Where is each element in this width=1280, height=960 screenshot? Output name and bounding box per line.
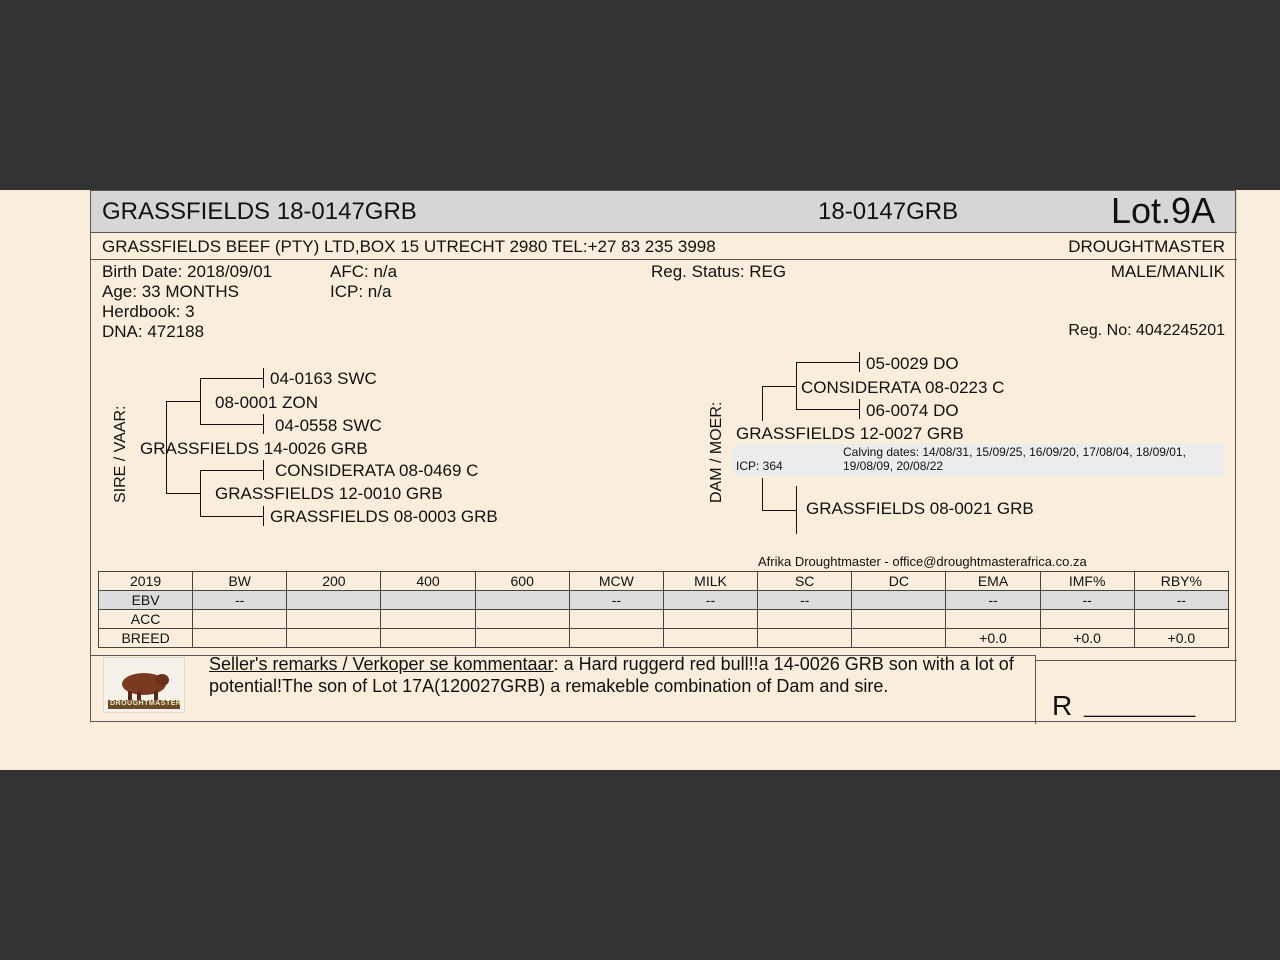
- birth-date: Birth Date: 2018/09/01: [102, 262, 273, 281]
- table-cell: [852, 591, 946, 610]
- table-cell: [946, 610, 1040, 629]
- table-cell: [758, 610, 852, 629]
- table-cell: 600: [475, 572, 569, 591]
- calving-dates-line2: 19/08/09, 20/08/22: [843, 459, 944, 473]
- table-cell: [569, 629, 663, 648]
- dna: DNA: 472188: [102, 322, 205, 341]
- dam-sire: CONSIDERATA 08-0223 C: [801, 378, 1005, 397]
- price-currency: R: [1052, 690, 1073, 721]
- sire-bracket-bottom: [166, 493, 201, 494]
- table-cell: DC: [852, 572, 946, 591]
- dam-bracket-bottom: [762, 510, 797, 511]
- table-cell: [475, 591, 569, 610]
- herdbook: Herdbook: 3: [102, 302, 195, 321]
- reg-status: Reg. Status: REG: [651, 262, 787, 281]
- afc: AFC: n/a: [330, 262, 398, 281]
- dam-sire-bracket: [796, 362, 797, 410]
- table-cell: RBY%: [1134, 572, 1228, 591]
- logo-text: DROUGHTMASTER: [110, 700, 182, 707]
- age: Age: 33 MONTHS: [102, 282, 239, 301]
- dam-bracket-upper: [762, 386, 763, 421]
- table-row: [99, 591, 1229, 610]
- table-cell: [381, 591, 475, 610]
- droughtmaster-logo: [103, 657, 185, 713]
- table-cell: ACC: [99, 610, 193, 629]
- table-cell: [663, 629, 757, 648]
- tick: [263, 368, 264, 388]
- table-cell: --: [1040, 591, 1134, 610]
- dam-dam-bracket: [796, 486, 797, 534]
- sire-dam-sire: CONSIDERATA 08-0469 C: [275, 461, 479, 480]
- table-cell: [475, 629, 569, 648]
- sire: GRASSFIELDS 14-0026 GRB: [140, 439, 368, 458]
- tick: [263, 414, 264, 434]
- animal-id: 18-0147GRB: [818, 198, 959, 225]
- dam-sire-bracket-top: [796, 362, 860, 363]
- table-cell: [193, 610, 287, 629]
- table-cell: BW: [193, 572, 287, 591]
- breed-name: DROUGHTMASTER: [1068, 237, 1225, 256]
- sire-sire: 08-0001 ZON: [215, 393, 318, 412]
- table-cell: IMF%: [1040, 572, 1134, 591]
- ebv-header-row: [99, 572, 1229, 591]
- tick: [859, 352, 860, 372]
- table-cell: --: [663, 591, 757, 610]
- table-cell: [381, 629, 475, 648]
- dam-icp: ICP: 364: [736, 459, 783, 473]
- sire-dam-bracket: [200, 470, 201, 517]
- table-cell: MILK: [663, 572, 757, 591]
- table-cell: +0.0: [1040, 629, 1134, 648]
- table-cell: [1134, 610, 1228, 629]
- dam-bracket-lower: [762, 478, 763, 510]
- table-cell: [569, 610, 663, 629]
- dam-dam: GRASSFIELDS 08-0021 GRB: [806, 499, 1034, 518]
- contact-line: Afrika Droughtmaster - office@droughtmasterafrica.co.za: [758, 554, 1087, 569]
- sex: MALE/MANLIK: [1110, 262, 1225, 281]
- icp: ICP: n/a: [330, 282, 392, 301]
- table-cell: [193, 629, 287, 648]
- lot-number: Lot.9A: [1111, 190, 1216, 231]
- dam-sire-sire: 05-0029 DO: [866, 354, 959, 373]
- table-cell: --: [1134, 591, 1228, 610]
- animal-name: GRASSFIELDS 18-0147GRB: [102, 198, 417, 225]
- reg-number: Reg. No: 4042245201: [1068, 322, 1225, 339]
- table-cell: [758, 629, 852, 648]
- table-cell: 400: [381, 572, 475, 591]
- table-cell: --: [758, 591, 852, 610]
- price-blank[interactable]: __________: [1084, 696, 1196, 718]
- table-cell: --: [946, 591, 1040, 610]
- sire-dam-dam: GRASSFIELDS 08-0003 GRB: [270, 507, 498, 526]
- table-cell: [381, 610, 475, 629]
- seller-remarks: [209, 653, 1019, 697]
- tick: [263, 506, 264, 526]
- table-cell: MCW: [569, 572, 663, 591]
- sire-sire-bracket-top: [200, 378, 264, 379]
- table-cell: [287, 591, 381, 610]
- sire-sire-dam: 04-0558 SWC: [275, 416, 382, 435]
- table-cell: BREED: [99, 629, 193, 648]
- breeder-info: GRASSFIELDS BEEF (PTY) LTD,BOX 15 UTRECHT 2980 TEL:+27 83 235 3998: [102, 237, 716, 256]
- table-cell: [1040, 610, 1134, 629]
- sire-sire-bracket: [200, 378, 201, 424]
- table-cell: [287, 629, 381, 648]
- dam-label: DAM / MOER:: [708, 401, 725, 503]
- table-cell: EBV: [99, 591, 193, 610]
- table-cell: --: [569, 591, 663, 610]
- table-cell: [852, 610, 946, 629]
- sire-dam: GRASSFIELDS 12-0010 GRB: [215, 484, 443, 503]
- calving-dates-line1: Calving dates: 14/08/31, 15/09/25, 16/09/20, 17/08/04, 18/09/01,: [843, 445, 1186, 459]
- table-cell: EMA: [946, 572, 1040, 591]
- sire-sire-bracket-bottom: [200, 424, 264, 425]
- tick: [263, 460, 264, 480]
- sire-dam-bracket-top: [200, 470, 264, 471]
- remarks-label: Seller's remarks / Verkoper se kommentaar: [209, 654, 554, 674]
- sire-dam-bracket-bottom: [200, 516, 264, 517]
- table-row: [99, 610, 1229, 629]
- remarks-text: : a Hard ruggerd red bull!!a 14-0026 GRB son with a lot of potential!The son of Lot 17A(120027GRB) a remakeble combination of Dam and sire.: [209, 654, 1014, 696]
- dam-sire-bracket-bottom: [796, 409, 860, 410]
- sire-sire-sire: 04-0163 SWC: [270, 369, 377, 388]
- ebv-table: [98, 571, 1229, 648]
- dam-sire-dam: 06-0074 DO: [866, 401, 959, 420]
- table-cell: SC: [758, 572, 852, 591]
- table-cell: [287, 610, 381, 629]
- dam-bracket-top: [762, 386, 797, 387]
- table-cell: [475, 610, 569, 629]
- sire-label: SIRE / VAAR:: [112, 405, 129, 503]
- table-cell: +0.0: [946, 629, 1040, 648]
- table-cell: +0.0: [1134, 629, 1228, 648]
- table-cell: 2019: [99, 572, 193, 591]
- table-cell: [852, 629, 946, 648]
- table-cell: --: [193, 591, 287, 610]
- dam: GRASSFIELDS 12-0027 GRB: [736, 424, 964, 443]
- table-cell: 200: [287, 572, 381, 591]
- table-cell: [663, 610, 757, 629]
- table-row: [99, 629, 1229, 648]
- sire-bracket-top: [166, 401, 201, 402]
- tick: [859, 399, 860, 419]
